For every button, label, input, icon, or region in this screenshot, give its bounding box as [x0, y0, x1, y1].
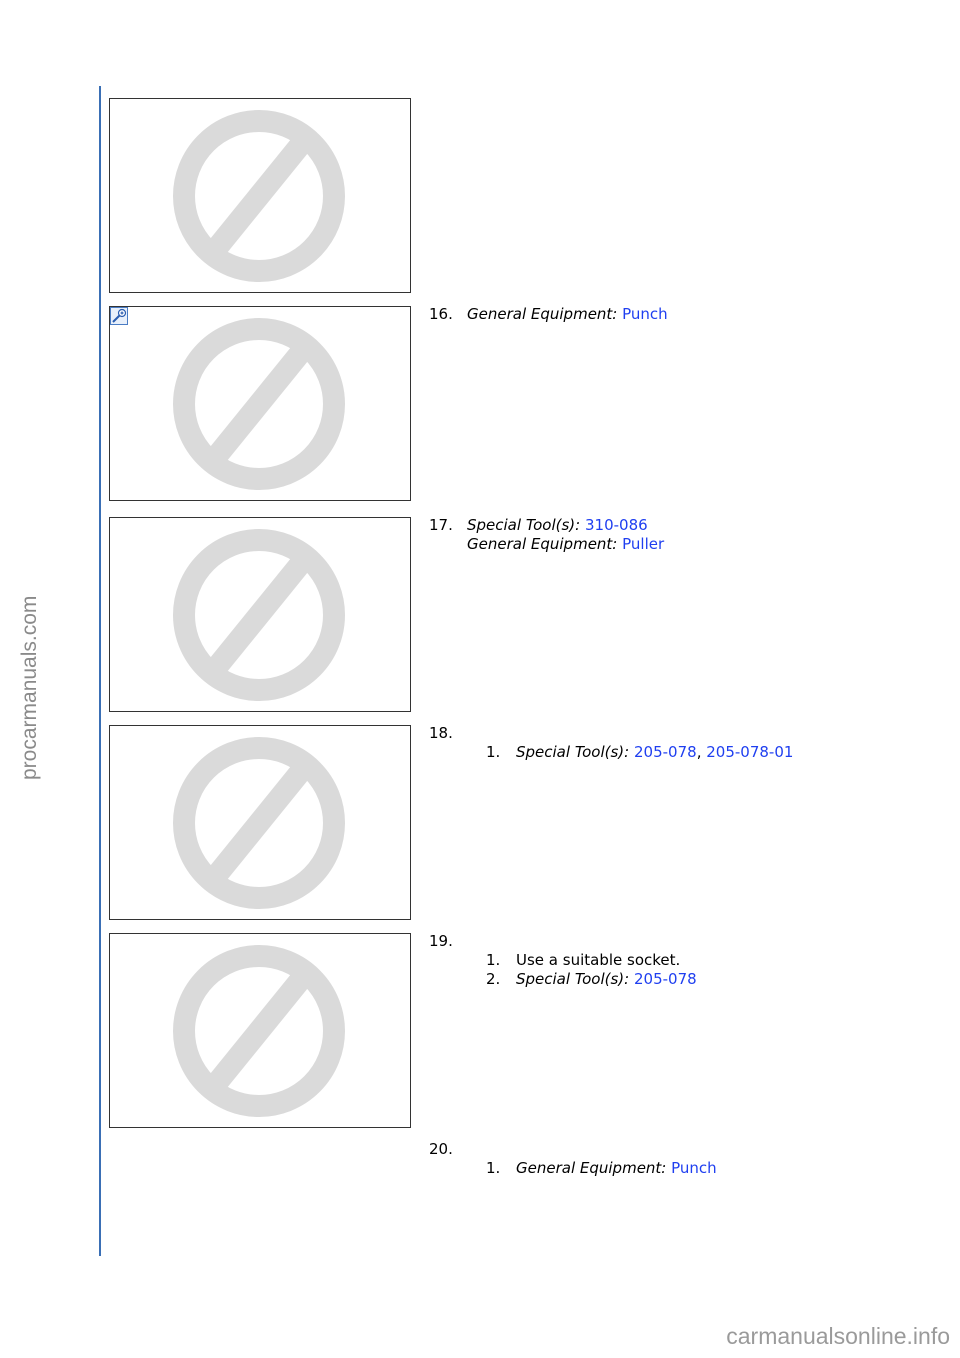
special-tool-label: Special Tool(s): — [516, 743, 630, 761]
step-number: 20. — [429, 1140, 453, 1158]
special-tool-label: Special Tool(s): — [467, 516, 581, 534]
prohibited-bar — [212, 138, 306, 254]
substep-number: 1. — [486, 951, 501, 969]
step-20-substep-1 — [486, 1159, 717, 1178]
tool-310-086-link[interactable]: 310-086 — [585, 516, 648, 534]
step-number: 17. — [429, 516, 453, 534]
step-17 — [429, 516, 648, 535]
separator: , — [696, 743, 702, 761]
step-17-equipment — [467, 535, 664, 554]
tool-205-078-link[interactable]: 205-078 — [634, 743, 697, 761]
step-19-substep-2 — [486, 970, 697, 989]
equipment-label: General Equipment: — [467, 305, 618, 323]
prohibited-bar — [212, 765, 306, 881]
substep-number: 2. — [486, 970, 501, 988]
no-image-placeholder-icon — [110, 726, 410, 919]
equipment-label: General Equipment: — [467, 535, 618, 553]
puller-link[interactable]: Puller — [622, 535, 665, 553]
substep-number: 1. — [486, 1159, 501, 1177]
step-18 — [429, 724, 467, 743]
side-watermark: procarmanuals.com — [18, 595, 41, 780]
step-16 — [429, 305, 668, 324]
step-19 — [429, 932, 467, 951]
zoom-in-icon[interactable] — [110, 307, 128, 325]
step-number: 18. — [429, 724, 453, 742]
prohibited-bar — [212, 557, 306, 673]
step-number: 16. — [429, 305, 453, 323]
substep-number: 1. — [486, 743, 501, 761]
punch-link[interactable]: Punch — [671, 1159, 717, 1177]
step-15-image — [109, 98, 411, 293]
substep-text: Use a suitable socket. — [516, 951, 681, 969]
step-18-image — [109, 725, 411, 920]
prohibited-bar — [212, 973, 306, 1089]
tool-205-078-link[interactable]: 205-078 — [634, 970, 697, 988]
margin-rule — [99, 86, 101, 1256]
step-number: 19. — [429, 932, 453, 950]
no-image-placeholder-icon — [110, 307, 410, 500]
no-image-placeholder-icon — [110, 934, 410, 1127]
tool-205-078-01-link[interactable]: 205-078-01 — [706, 743, 794, 761]
step-19-substep-1 — [486, 951, 680, 970]
step-16-image[interactable] — [109, 306, 411, 501]
step-20 — [429, 1140, 467, 1159]
step-18-substep-1 — [486, 743, 793, 762]
equipment-label: General Equipment: — [516, 1159, 667, 1177]
special-tool-label: Special Tool(s): — [516, 970, 630, 988]
step-19-image — [109, 933, 411, 1128]
no-image-placeholder-icon — [110, 99, 410, 292]
prohibited-bar — [212, 346, 306, 462]
no-image-placeholder-icon — [110, 518, 410, 711]
step-17-image — [109, 517, 411, 712]
bottom-watermark: carmanualsonline.info — [726, 1323, 950, 1349]
punch-link[interactable]: Punch — [622, 305, 668, 323]
